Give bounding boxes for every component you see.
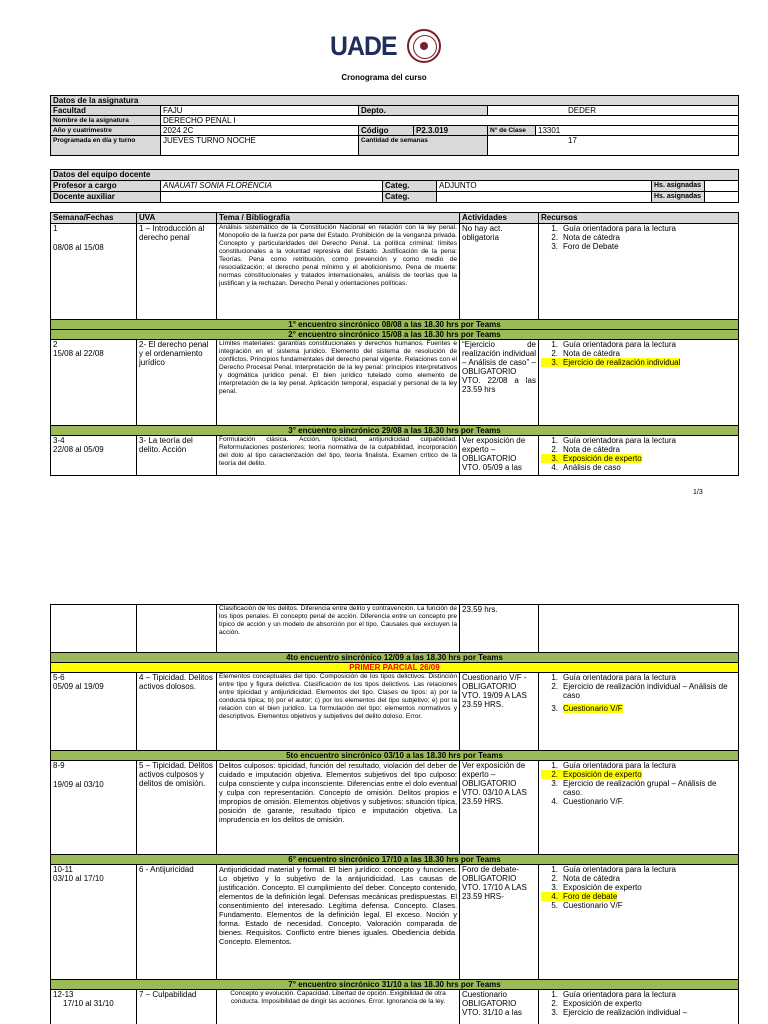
clase-value: 13301 (536, 126, 739, 136)
col-semana: Semana/Fechas (51, 213, 137, 224)
actividades-cell: Foro de debate- OBLIGATORIO VTO. 17/10 A LAS 23.59 HRS- (460, 865, 539, 980)
list-item: 1. Guía orientadora para la lectura (551, 340, 676, 349)
programada-value: JUEVES TURNO NOCHE (161, 136, 359, 156)
anio-label: Año y cuatrimestre (51, 126, 161, 136)
list-item: 4. Análisis de caso (551, 463, 621, 472)
uva-cell: 4 – Tipicidad. Delitos activos dolosos. (137, 673, 217, 751)
recursos-list (541, 340, 736, 367)
list-item: 3. Ejercicio de realización grupal – Análisis de caso. (551, 779, 717, 797)
profesor-label: Profesor a cargo (51, 181, 161, 192)
asignatura-table (50, 95, 739, 156)
semana-num: 10-11 (53, 865, 73, 874)
actividades-cell: Cuestionario OBLIGATORIO VTO. 31/10 a las (460, 990, 539, 1024)
table-row (51, 436, 739, 476)
list-item: 1. Guía orientadora para la lectura (551, 224, 676, 233)
encuentro-banner: 1° encuentro sincrónico 08/08 a las 18.30 hrs por Teams (51, 320, 739, 330)
list-item: 1. Guía orientadora para la lectura (551, 990, 676, 999)
recursos-list (541, 224, 736, 251)
actividades-cell: 23.59 hrs. (460, 605, 539, 653)
col-actividades: Actividades (460, 213, 539, 224)
semana-fechas: 17/10 al 31/10 (63, 999, 114, 1008)
list-item: 4. Foro de debate (541, 892, 736, 901)
table-row (51, 865, 739, 980)
list-item: 4. Cuestionario V/F. (551, 797, 624, 806)
encuentro-banner: 5to encuentro sincrónico 03/10 a las 18.30 hrs por Teams (51, 751, 739, 761)
recursos-list (541, 761, 736, 806)
table-row (51, 990, 739, 1024)
depto-label: Depto. (359, 106, 488, 116)
actividades-cell: No hay act. obligatoria (460, 224, 539, 320)
auxiliar-value (161, 192, 383, 203)
list-item: 3. Cuestionario V/F (551, 704, 623, 713)
encuentro-banner: 7° encuentro sincrónico 31/10 a las 18.30 hrs por Teams (51, 980, 739, 990)
uva-cell: 5 – Tipicidad. Delitos activos culposos y delitos de omisión. (137, 761, 217, 855)
list-item: 2. Exposición de experto (541, 770, 736, 779)
tema-cell: Concepto y evolución. Capacidad. Libertad de opción. Exigibilidad de otra conducta. Imposibilidad de dirigir las acciones. Error. Ignorancia de la ley. (217, 990, 460, 1024)
semana-fechas: 08/08 al 15/08 (53, 243, 104, 252)
uva-cell: 6 - Antijuricidad (137, 865, 217, 980)
list-item: 1. Guía orientadora para la lectura (551, 673, 676, 682)
tema-cell: Antijuridicidad material y formal. El bien jurídico: concepto y funciones. Lo objetivo y lo subjetivo de la antijuridicidad. Las causas de justificación. Concepto. El cumplimiento del deber. Concepto contenido, elementos de la definición legal. Defensas mecánicas predispuestas. El consentimiento del interesado. Legítima defensa. Concepto. Clases. Fundamento. Elementos de la definición legal. El exceso. Noción y forma. Estado de necesidad. Concepto. Valoración comparada de bienes. Requisitos. Conflicto entre bienes iguales. Obediencia debida. Concepto. Elementos. (217, 865, 460, 980)
recursos-list (541, 436, 736, 472)
list-item: 2. Nota de cátedra (551, 874, 620, 883)
semana-fechas: 15/08 al 22/08 (53, 349, 104, 358)
semana-num: 2 (53, 340, 58, 349)
semana-fechas: 22/08 al 05/09 (53, 445, 104, 454)
semana-num: 12-13 (53, 990, 74, 999)
clase-label: N° de Clase (488, 126, 536, 136)
seal-icon (407, 29, 441, 63)
schedule-header-row (51, 213, 739, 224)
semana-fechas: 19/09 al 03/10 (53, 780, 104, 789)
tema-cell: Clasificación de los delitos. Diferencia entre delito y contravención. La función de los tipos penales. El concepto penal de acción. Diferencia entre un concepto pre típico de acción y un modelo de absorción por el tipo. Causales que excluyen la acción. (217, 605, 460, 653)
page-title: Cronograma del curso (341, 73, 427, 82)
semana-num: 8-9 (53, 761, 65, 770)
actividades-cell: “Ejercicio de realización individual – Análisis de caso” – OBLIGATORIO VTO. 22/08 a las 23.59 hrs (460, 340, 539, 426)
depto-value: DEDER (488, 106, 739, 116)
list-item: 3. Exposición de experto (541, 454, 736, 463)
categ2-value (437, 192, 652, 203)
table-row (51, 605, 739, 653)
page-number: 1/3 (693, 489, 703, 496)
list-item: 1. Guía orientadora para la lectura (551, 436, 676, 445)
tema-cell: Delitos culposos: tipicidad, función del resultado, violación del deber de cuidado e imputación objetiva. Elementos subjetivos del tipo culposo: culpa consciente y culpa inconsciente. Diferencias entre el dolo eventual y culpa con representación. Concepto de omisión. Delitos propios e impropios de omisión. Elementos objetivos y subjetivos: situación típica, posición de garante, resultado típico e imputación objetiva. La imprudencia en los delitos de omisión. (217, 761, 460, 855)
uva-cell: 7 – Culpabilidad (137, 990, 217, 1024)
recursos-list (541, 865, 736, 910)
list-item: 2. Nota de cátedra (551, 233, 620, 242)
uade-logo (330, 26, 441, 66)
page-2 (0, 604, 768, 1024)
recursos-list (541, 990, 736, 1017)
profesor-value: ANAUATI SONIA FLORENCIA (161, 181, 383, 192)
nombre-value: DERECHO PENAL I (161, 116, 739, 126)
list-item: 3. Ejercicio de realización individual (541, 358, 736, 367)
table-row (51, 224, 739, 320)
list-item: 2. Nota de cátedra (551, 445, 620, 454)
horas-label: Hs. asignadas (652, 181, 705, 192)
semana-num: 3-4 (53, 436, 65, 445)
uva-cell: 3- La teoría del delito. Acción (137, 436, 217, 476)
docente-header: Datos del equipo docente (51, 170, 739, 181)
nombre-label: Nombre de la asignatura (51, 116, 161, 126)
facultad-label: Facultad (51, 106, 161, 116)
table-row (51, 761, 739, 855)
col-uva: UVA (137, 213, 217, 224)
programada-label: Programada en día y turno (51, 136, 161, 156)
semana-fechas: 05/09 al 19/09 (53, 682, 104, 691)
tema-cell: Análisis sistemático de la Constitución Nacional en relación con la ley penal. Monopolio de la fuerza por parte del Estado. Prohibición de la venganza privada. Concepto y particularidades del Derecho Penal. La política criminal: límites constitucionales a la voluntad represiva del Estado. Justificación de la pena: Teorías. Pena como retribución, como prevención y como medio de resocialización; el derecho penal mínimo y el abolicionismo. Pena de muerte: normas constitucionales y tratados internacionales, análisis de teorías que la justifican y la rechazan. Derecho Penal y orientaciones políticas. (217, 224, 460, 320)
encuentro-banner: 2° encuentro sincrónico 15/08 a las 18.30 hrs por Teams (51, 330, 739, 340)
table-row (51, 340, 739, 426)
list-item: 1. Guía orientadora para la lectura (551, 761, 676, 770)
list-item: 2. Ejercicio de realización individual – Análisis de caso (551, 682, 728, 700)
auxiliar-label: Docente auxiliar (51, 192, 161, 203)
list-item: 2. Exposición de experto (551, 999, 642, 1008)
encuentro-banner: 6° encuentro sincrónico 17/10 a las 18.30 hrs por Teams (51, 855, 739, 865)
horas2-value (705, 192, 739, 203)
encuentro-banner: 3° encuentro sincrónico 29/08 a las 18.30 hrs por Teams (51, 426, 739, 436)
tema-cell: Elementos conceptuales del tipo. Composición de los tipos delictivos. Distinción entre tipo y figura delictiva. Clasificación de los tipos delictivos. Las relaciones entre tipicidad y antijuridicidad. Elementos del tipo. Clases de tipos: a) por la conducta típica; b) por el autor; c) por los elementos del tipo subjetivo; e) por la relación con el bien jurídico. La formulación del tipo: elementos normativos y descriptivos. Elementos objetivos y subjetivos del delito doloso. Error. (217, 673, 460, 751)
list-item: 5. Cuestionario V/F (551, 901, 623, 910)
col-recursos: Recursos (539, 213, 739, 224)
logo-text: UADE (330, 30, 397, 61)
uva-cell: 2- El derecho penal y el ordenamiento jurídico (137, 340, 217, 426)
codigo-value: P2.3.019 (414, 126, 488, 136)
codigo-label: Código (359, 126, 414, 136)
list-item: 3. Foro de Debate (551, 242, 619, 251)
horas2-label: Hs. asignadas (652, 192, 705, 203)
list-item: 1. Guía orientadora para la lectura (551, 865, 676, 874)
horas-value (705, 181, 739, 192)
categ-label: Categ. (383, 181, 437, 192)
parcial-banner: PRIMER PARCIAL 26/09 (51, 663, 739, 673)
schedule-table-p2 (50, 604, 739, 1024)
semanas-value: 17 (488, 136, 739, 156)
uva-cell: 1 – Introducción al derecho penal (137, 224, 217, 320)
table-row (51, 673, 739, 751)
page-1 (0, 0, 768, 500)
docente-table (50, 169, 739, 203)
list-item: 3. Ejercicio de realización individual – (551, 1008, 688, 1017)
col-tema: Tema / Bibliografía (217, 213, 460, 224)
semana-fechas: 03/10 al 17/10 (53, 874, 104, 883)
encuentro-banner: 4to encuentro sincrónico 12/09 a las 18.30 hrs por Teams (51, 653, 739, 663)
semana-num: 5-6 (53, 673, 65, 682)
tema-cell: Límites materiales: garantías constitucionales y derechos humanos. Fuentes e integración en el sistema jurídico. Elemento del sistema de resolución de conflictos. Principios fundamentales del derecho penal vigente. Relaciones con el Derecho Procesal Penal. Interpretación de la ley penal: principios interpretativos y dogmática jurídico penal. El bien jurídico tutelado como elemento de interpretación de la ley penal. Aplicación temporal, espacial y personal de la ley penal. (217, 340, 460, 426)
tema-cell: Formulación clásica. Acción, tipicidad, antijuridicidad culpabilidad. Reformulaciones posteriores: teoría normativa de la culpabilidad, incorporación del dolo al tipo caracterización del tipo, teoría finalista. Examen crítico de la teoría del delito. (217, 436, 460, 476)
schedule-table-p1 (50, 212, 739, 476)
list-item: 3. Exposición de experto (551, 883, 642, 892)
asignatura-header: Datos de la asignatura (51, 96, 739, 106)
list-item: 2. Nota de cátedra (551, 349, 620, 358)
actividades-cell: Ver exposición de experto – OBLIGATORIO VTO. 05/09 a las (460, 436, 539, 476)
categ-value: ADJUNTO (437, 181, 652, 192)
semanas-label: Cantidad de semanas (359, 136, 488, 156)
recursos-list (541, 673, 736, 713)
actividades-cell: Ver exposición de experto – OBLIGATORIO VTO. 03/10 A LAS 23.59 HRS. (460, 761, 539, 855)
actividades-cell: Cuestionario V/F - OBLIGATORIO VTO. 19/09 A LAS 23.59 HRS. (460, 673, 539, 751)
semana-num: 1 (53, 224, 58, 233)
facultad-value: FAJU (161, 106, 359, 116)
categ2-label: Categ. (383, 192, 437, 203)
anio-value: 2024 2C (161, 126, 359, 136)
